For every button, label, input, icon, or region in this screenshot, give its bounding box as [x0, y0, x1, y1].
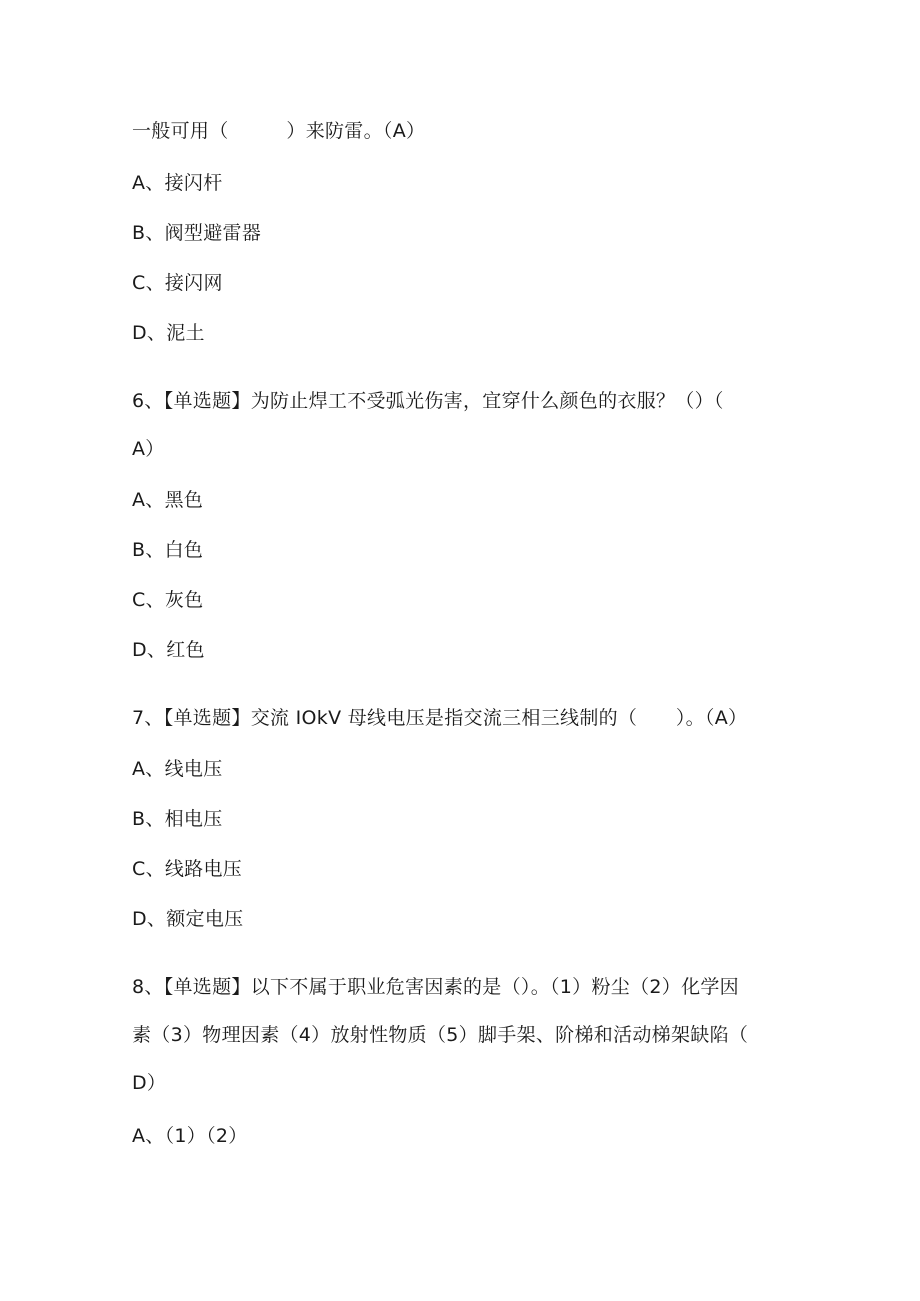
- question-6-stem-line-1: 6、【单选题】为防止焊工不受弧光伤害，宜穿什么颜色的衣服？（）（: [132, 390, 724, 412]
- question-8-option-a: A、（1）（2）: [132, 1125, 248, 1147]
- question-6-option-a: A、黑色: [132, 489, 204, 511]
- question-7-option-a: A、线电压: [132, 758, 223, 780]
- question-6-option-d: D、红色: [132, 639, 205, 661]
- question-7-stem: 7、【单选题】交流 IOkV 母线电压是指交流三相三线制的（ ）。（A）: [132, 707, 748, 729]
- question-8-stem-line-3: D）: [132, 1072, 167, 1094]
- question-5-option-d: D、泥土: [132, 322, 205, 344]
- question-8-stem-line-2: 素（3）物理因素（4）放射性物质（5）脚手架、阶梯和活动梯架缺陷（: [132, 1024, 749, 1046]
- question-6-option-b: B、白色: [132, 539, 204, 561]
- question-7-option-d: D、额定电压: [132, 908, 244, 930]
- question-5-option-a: A、接闪杆: [132, 172, 223, 194]
- question-7-option-c: C、线路电压: [132, 858, 243, 880]
- question-6-stem-line-2: A）: [132, 438, 165, 460]
- question-5-option-b: B、阀型避雷器: [132, 222, 262, 244]
- question-5-option-c: C、接闪网: [132, 272, 223, 294]
- question-6-option-c: C、灰色: [132, 589, 204, 611]
- question-8-stem-line-1: 8、【单选题】以下不属于职业危害因素的是（）。（1）粉尘（2）化学因: [132, 976, 739, 998]
- question-7-option-b: B、相电压: [132, 808, 223, 830]
- question-5-stem: 一般可用（ ）来防雷。（A）: [132, 120, 426, 142]
